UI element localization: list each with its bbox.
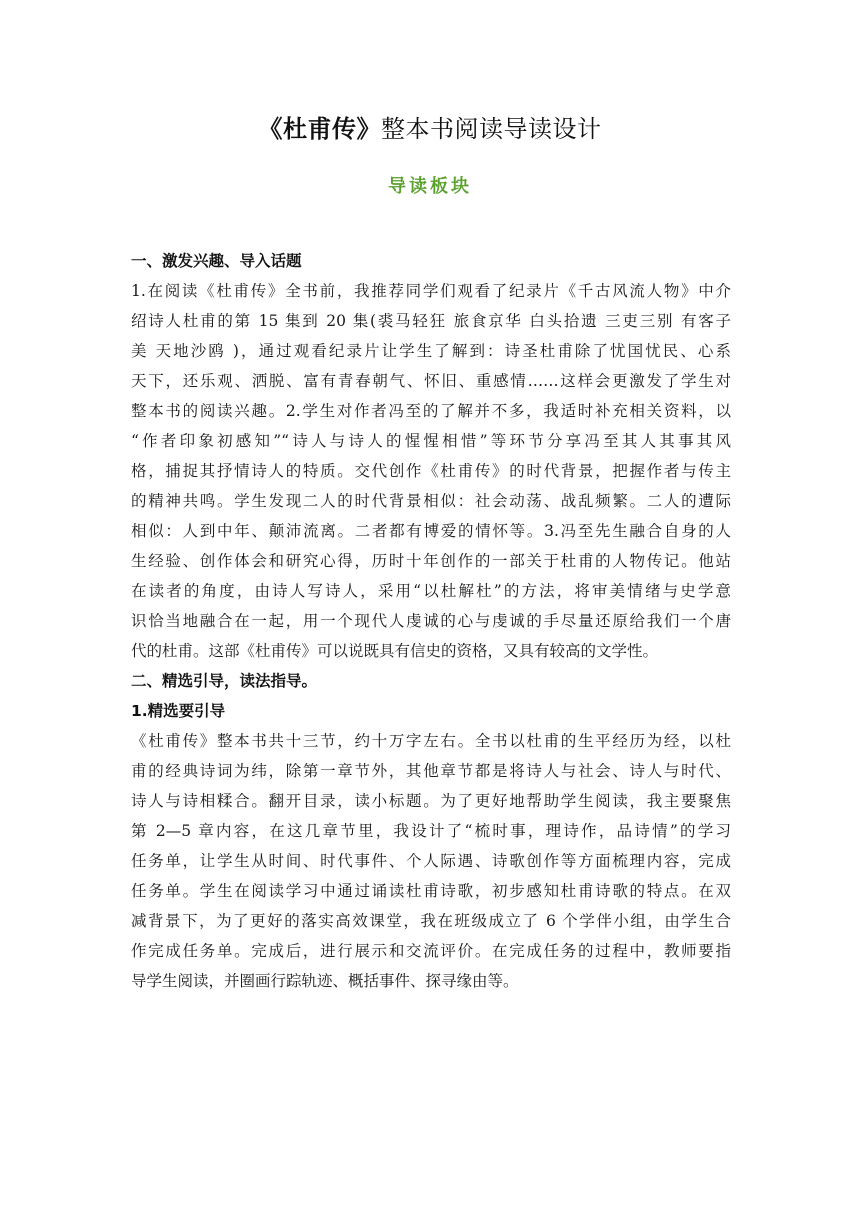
paragraph-line: 导学生阅读，并圈画行踪轨迹、概括事件、探寻缘由等。: [131, 972, 519, 990]
section-heading-1: 一、激发兴趣、导入话题: [131, 252, 302, 270]
document-subtitle: 导读板块: [388, 176, 472, 197]
paragraph-line: 《杜甫传》整本书共十三节，约十万字左右。全书以杜甫的生平经历为经，以杜: [131, 732, 731, 750]
paragraph-line: 作完成任务单。完成后，进行展示和交流评价。在完成任务的过程中，教师要指: [131, 942, 731, 960]
paragraph-line: 代的杜甫。这部《杜甫传》可以说既具有信史的资格，又具有较高的文学性。: [131, 642, 659, 660]
paragraph-line: 1.在阅读《杜甫传》全书前，我推荐同学们观看了纪录片《千古风流人物》中介: [131, 282, 731, 300]
paragraph-line: 生经验、创作体会和研究心得，历时十年创作的一部关于杜甫的人物传记。他站: [131, 552, 731, 570]
paragraph-line: 的精神共鸣。学生发现二人的时代背景相似：社会动荡、战乱频繁。二人的遭际: [131, 492, 731, 510]
section-1-paragraph: [131, 276, 731, 666]
document-title-rest: 整本书阅读导读设计: [381, 115, 602, 143]
paragraph-line: 整本书的阅读兴趣。2.学生对作者冯至的了解并不多，我适时补充相关资料，以: [131, 402, 731, 420]
paragraph-line: 任务单，让学生从时间、时代事件、个人际遇、诗歌创作等方面梳理内容，完成: [131, 852, 731, 870]
paragraph-line: 任务单。学生在阅读学习中通过诵读杜甫诗歌，初步感知杜甫诗歌的特点。在双: [131, 882, 731, 900]
paragraph-line: 减背景下，为了更好的落实高效课堂，我在班级成立了 6 个学伴小组，由学生合: [131, 912, 731, 930]
paragraph-line: 天下，还乐观、洒脱、富有青春朝气、怀旧、重感情……这样会更激发了学生对: [131, 372, 731, 390]
paragraph-line: 在读者的角度，由诗人写诗人，采用“以杜解杜”的方法，将审美情绪与史学意: [131, 582, 731, 600]
section-2-paragraph: [131, 726, 731, 996]
paragraph-line: 美 天地沙鸥 )，通过观看纪录片让学生了解到：诗圣杜甫除了忧国忧民、心系: [131, 342, 731, 360]
document-title-book: 《杜甫传》: [258, 115, 381, 143]
paragraph-line: 识恰当地融合在一起，用一个现代人虔诚的心与虔诚的手尽量还原给我们一个唐: [131, 612, 731, 630]
paragraph-line: 甫的经典诗词为纬，除第一章节外，其他章节都是将诗人与社会、诗人与时代、: [131, 762, 731, 780]
paragraph-line: “作者印象初感知”“诗人与诗人的惺惺相惜”等环节分享冯至其人其事其风: [131, 432, 731, 450]
document-body: [131, 246, 731, 996]
document-title: [0, 112, 860, 146]
paragraph-line: 格，捕捉其抒情诗人的特质。交代创作《杜甫传》的时代背景，把握作者与传主: [131, 462, 731, 480]
paragraph-line: 诗人与诗相糅合。翻开目录，读小标题。为了更好地帮助学生阅读，我主要聚焦: [131, 792, 731, 810]
subsection-heading-1: 1.精选要引导: [131, 702, 226, 720]
paragraph-line: 相似：人到中年、颠沛流离。二者都有博爱的情怀等。3.冯至先生融合自身的人: [131, 522, 731, 540]
paragraph-line: 绍诗人杜甫的第 15 集到 20 集(裘马轻狂 旅食京华 白头拾遗 三吏三别 有客子: [131, 312, 731, 330]
paragraph-line: 第 2—5 章内容，在这几章节里，我设计了“梳时事，理诗作，品诗情”的学习: [131, 822, 731, 840]
section-heading-2: 二、精选引导，读法指导。: [131, 672, 318, 690]
